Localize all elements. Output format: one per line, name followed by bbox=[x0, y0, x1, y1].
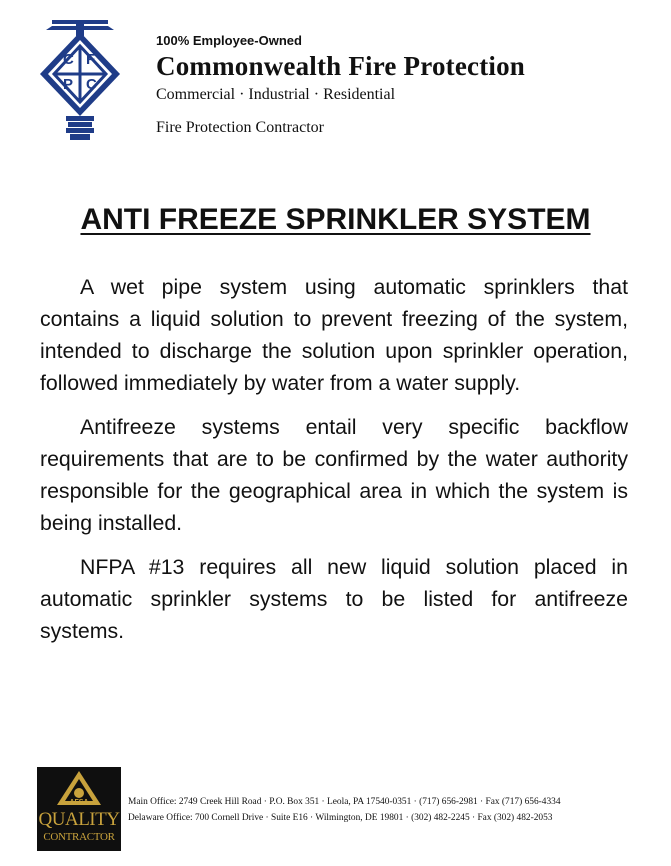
paragraph-nfpa: NFPA #13 requires all new liquid solution placed in automatic sprinkler systems to be listed for antifreeze systems. bbox=[40, 555, 628, 643]
contractor-descriptor: Fire Protection Contractor bbox=[156, 119, 324, 136]
delaware-office-address: Delaware Office: 700 Cornell Drive · Suite E16 · Wilmington, DE 19801 · (302) 482-2245 · Fax (302) 482-2053 bbox=[128, 813, 553, 823]
logo-letter-c1: C bbox=[63, 51, 74, 68]
sprinkler-logo-icon bbox=[36, 16, 124, 142]
logo-letter-f: F bbox=[86, 51, 96, 68]
badge-contractor: CONTRACTOR bbox=[43, 831, 115, 843]
company-logo bbox=[36, 16, 124, 142]
services-line: Commercial · Industrial · Residential bbox=[156, 86, 396, 103]
logo-mark-left: PWO bbox=[44, 102, 59, 108]
paragraph-backflow: Antifreeze systems entail very specific backflow requirements that are to be confirmed by the water authority responsible for the geographical area in which the system is being installed. bbox=[40, 415, 628, 535]
tagline: 100% Employee-Owned bbox=[156, 33, 302, 48]
document-body bbox=[40, 271, 628, 659]
document-title: ANTI FREEZE SPRINKLER SYSTEM bbox=[80, 203, 591, 236]
paragraph-definition: A wet pipe system using automatic sprinklers that contains a liquid solution to prevent freezing of the system, intended to discharge the solution upon sprinkler operation, followed immediately by water from a water supply. bbox=[40, 275, 628, 395]
company-name: Commonwealth Fire Protection bbox=[156, 51, 526, 81]
badge-org: AFSA bbox=[69, 799, 89, 806]
logo-mark-right: SES bbox=[100, 102, 113, 108]
badge-quality: QUALITY bbox=[38, 809, 120, 830]
quality-contractor-badge bbox=[37, 767, 121, 851]
logo-letter-c2: C bbox=[86, 76, 97, 93]
logo-letter-p: P bbox=[63, 76, 74, 93]
main-office-address: Main Office: 2749 Creek Hill Road · P.O. Box 351 · Leola, PA 17540-0351 · (717) 656-2981 · Fax (717) 656-4334 bbox=[128, 797, 561, 807]
